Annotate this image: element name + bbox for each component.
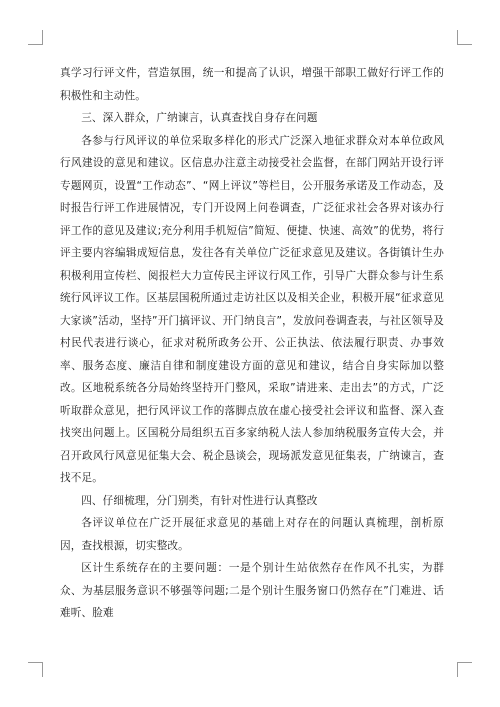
paragraph-body: 区计生系统存在的主要问题：一是个别计生站依然存在作风不扎实，为群众、为基层服务意识不够强等问题;二是个别计生服务窗口仍然存在”门难进、话难听、脸难 [60, 562, 444, 619]
crop-mark-bottom-left [28, 662, 43, 677]
crop-mark-top-right [457, 30, 472, 45]
section-heading-3: 三、深入群众，广纳谏言，认真查找自身存在问题 [81, 112, 318, 124]
paragraph-continued: 真学习行评文件，营造氛围，统一和提高了认识，增强干部职工做好行评工作的积极性和主动性。 [60, 67, 444, 102]
section-heading-4: 四、仔细梳理，分门别类，有针对性进行认真整改 [81, 494, 318, 507]
paragraph-body: 各评议单位在广泛开展征求意见的基础上对存在的问题认真梳理，剖析原因，查找根源，切实整改。 [60, 517, 444, 552]
paragraph-body: 各参与行风评议的单位采取多样化的形式广泛深入地征求群众对本单位政风行风建设的意见和建议。区信息办注意主动接受社会监督，在部门网站开设行评专题网页，设置“工作动态”、“网上评议”等栏目，公开服务承诺及工作动态，及时报告行评工作进展情况，专门开设网上问卷调查，广泛征求社会各界对该办行评工作的意见及建议;充分利用手机短信”简短、便捷、快速、高效”的优势，将行评主要内容编辑成短信息，发往各有关单位广泛征求意见及建议。各街镇计生办积极利用宣传栏、阅报栏大力宣传民主评议行风工作，引导广大群众参与计生系统行风评议工作。区基层国税所通过走访社区以及相关企业，积极开展“征求意见大家谈”活动，坚持”开门搞评议、开门纳良言”，发放问卷调查表，与社区领导及村民代表进行谈心，征求对税所政务公开、公正执法、依法履行职责、办事效率、服务态度、廉洁自律和制度建设方面的意见和建议，结合自身实际加以整改。区地税系统各分局始终坚持开门整风，采取”请进来、走出去”的方式，广泛听取群众意见，把行风评议工作的落脚点放在虚心接受社会评议和监督、深入查找突出问题上。区国税分局组织五百多家纳税人法人参加纳税服务宣传大会，并召开政风行风意见征集大会、税企恳谈会，现场派发意见征集表，广纳谏言，查找不足。 [60, 134, 444, 484]
crop-mark-top-left [28, 30, 43, 45]
crop-mark-bottom-right [457, 662, 472, 677]
document-page-body [60, 62, 444, 625]
